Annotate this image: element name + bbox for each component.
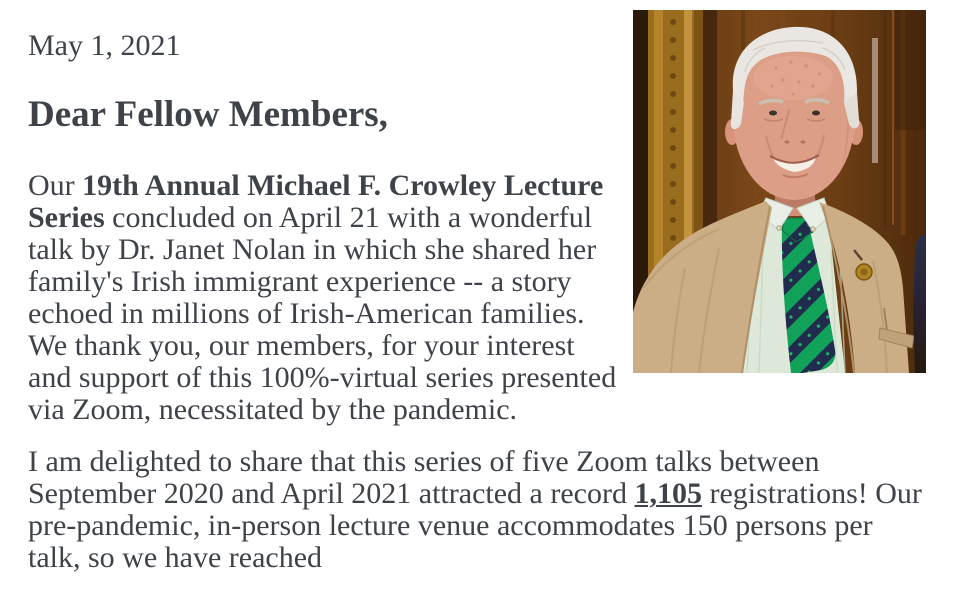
letter-salutation: Dear Fellow Members, xyxy=(28,94,388,135)
letter-date: May 1, 2021 xyxy=(28,29,181,62)
para2-rest: registrations! Our pre-pandemic, in-person lecture venue accommodates 150 persons per talk, so we have reached xyxy=(28,477,922,574)
para1-rest: concluded on April 21 with a wonderful talk by Dr. Janet Nolan in which she shared her family's Irish immigrant experience -- a story echoed in millions of Irish-American families. We thank you, our members, for your interest and support of this 100%-virtual series presented via Zoom, necessitated by the pandemic. xyxy=(28,201,617,426)
registrations-count[interactable]: 1,105 xyxy=(634,477,702,510)
paragraph-registrations xyxy=(28,446,926,574)
para1-series-title: 19th Annual Michael F. Crowley Lecture Series xyxy=(28,169,604,234)
portrait-photo-illustration xyxy=(633,10,926,373)
para2-lead: I am delighted to share that this series of five Zoom talks between September 2020 and April 2021 attracted a record xyxy=(28,445,820,510)
para1-lead: Our xyxy=(28,169,83,202)
portrait-photo xyxy=(633,10,926,373)
